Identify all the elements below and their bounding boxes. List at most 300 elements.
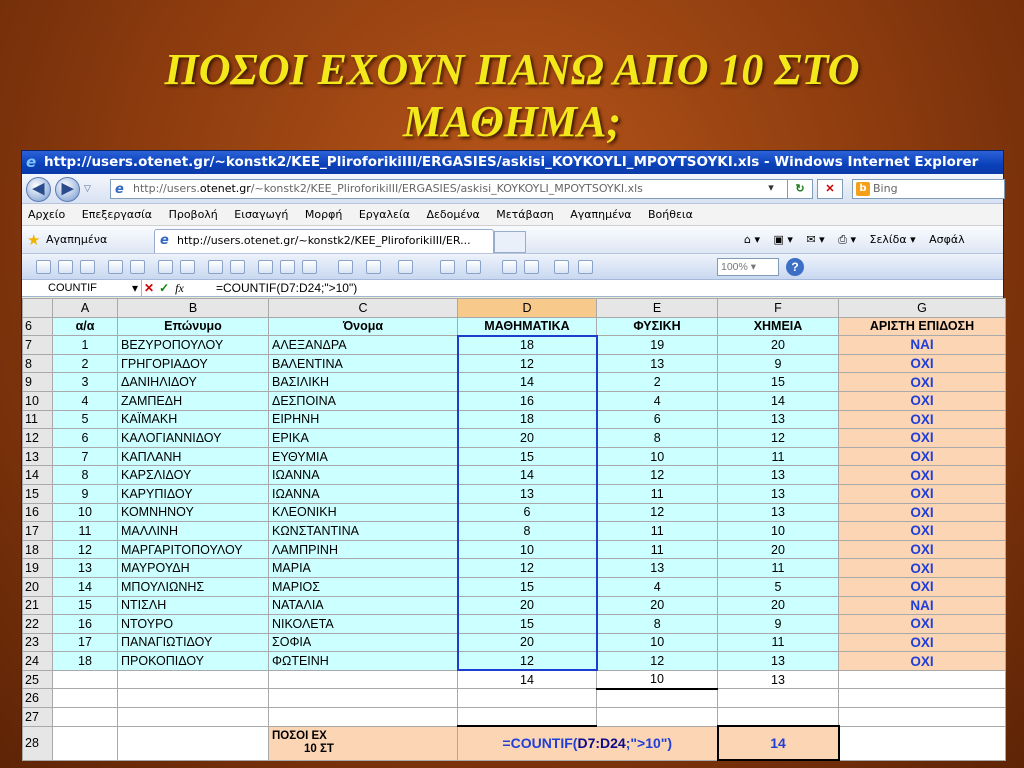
permission-icon[interactable] — [108, 260, 123, 274]
cell-chemistry[interactable]: 9 — [718, 615, 839, 634]
command-bar — [734, 233, 965, 247]
menu-format[interactable]: Μορφή — [304, 208, 343, 221]
menu-view[interactable]: Προβολή — [168, 208, 218, 221]
row-number[interactable]: 9 — [23, 373, 53, 392]
tab-current[interactable] — [154, 229, 494, 253]
page-menu[interactable]: Σελίδα ▾ — [869, 233, 916, 246]
cell-empty[interactable] — [458, 708, 597, 727]
cell-countif-formula[interactable] — [458, 726, 718, 760]
cell-physics[interactable]: 13 — [597, 354, 718, 373]
autosum-icon[interactable] — [466, 260, 481, 274]
cell-chemistry[interactable]: 10 — [718, 522, 839, 541]
cell-best-performance[interactable]: ΟΧΙ — [839, 484, 1006, 503]
cell-surname[interactable]: ΓΡΗΓΟΡΙΑΔΟΥ — [118, 354, 269, 373]
cell-name[interactable]: ΜΑΡΙΟΣ — [269, 577, 458, 596]
header-physics[interactable]: ΦΥΣΙΚΗ — [597, 317, 718, 336]
ie-logo-icon: e — [26, 153, 37, 171]
question-label-line2: 10 ΣΤ — [304, 743, 334, 756]
cell-empty[interactable] — [597, 708, 718, 727]
cell-name[interactable]: ΒΑΣΙΛΙΚΗ — [269, 373, 458, 392]
row-number[interactable]: 21 — [23, 596, 53, 615]
row-number[interactable]: 20 — [23, 577, 53, 596]
cell-surname[interactable]: ΠΡΟΚΟΠΙΔΟΥ — [118, 652, 269, 671]
cell-chemistry[interactable]: 20 — [718, 336, 839, 355]
cell-empty[interactable] — [718, 689, 839, 708]
cell-math[interactable]: 20 — [458, 596, 597, 615]
row-number[interactable]: 25 — [23, 670, 53, 689]
cell-math[interactable]: 15 — [458, 447, 597, 466]
spelling-icon[interactable] — [208, 260, 223, 274]
table-row — [23, 429, 1006, 448]
row-number[interactable]: 17 — [23, 522, 53, 541]
cell-physics[interactable]: 11 — [597, 540, 718, 559]
table-row — [23, 615, 1006, 634]
cell-aa[interactable]: 18 — [53, 652, 118, 671]
cell-chemistry[interactable]: 13 — [718, 503, 839, 522]
cell-question-label[interactable] — [269, 726, 458, 760]
cell-math[interactable]: 12 — [458, 652, 597, 671]
cell-countif-result[interactable]: 14 — [718, 726, 839, 760]
cell-best-performance[interactable]: ΟΧΙ — [839, 522, 1006, 541]
table-row — [23, 391, 1006, 410]
cell-math[interactable]: 15 — [458, 577, 597, 596]
cell-aa[interactable]: 9 — [53, 484, 118, 503]
drawing-icon[interactable] — [578, 260, 593, 274]
table-row — [23, 670, 1006, 689]
cell-chemistry[interactable]: 13 — [718, 466, 839, 485]
row-number[interactable]: 16 — [23, 503, 53, 522]
cell-best-performance[interactable]: ΟΧΙ — [839, 391, 1006, 410]
format-painter-icon[interactable] — [338, 260, 353, 274]
save-icon[interactable] — [80, 260, 95, 274]
cell-physics[interactable]: 2 — [597, 373, 718, 392]
sheet-grid — [22, 298, 1006, 761]
cell-name[interactable]: ΛΑΜΠΡΙΝΗ — [269, 540, 458, 559]
chart-wizard-icon[interactable] — [554, 260, 569, 274]
row-number[interactable]: 10 — [23, 391, 53, 410]
row-number[interactable]: 13 — [23, 447, 53, 466]
search-input[interactable] — [852, 179, 1005, 199]
table-row — [23, 633, 1006, 652]
column-header-f[interactable]: F — [718, 299, 839, 318]
cell-physics[interactable]: 13 — [597, 559, 718, 578]
header-surname[interactable]: Επώνυμο — [118, 317, 269, 336]
cell-aa[interactable]: 10 — [53, 503, 118, 522]
cell-empty[interactable] — [839, 708, 1006, 727]
cell-surname[interactable]: ΚΑΡΣΛΙΔΟΥ — [118, 466, 269, 485]
cell-name[interactable]: ΚΛΕΟΝΙΚΗ — [269, 503, 458, 522]
row-number[interactable]: 6 — [23, 317, 53, 336]
question-label-line1: ΠΟΣΟΙ ΕΧ — [272, 730, 327, 743]
cell-surname[interactable]: ΚΟΜΝΗΝΟΥ — [118, 503, 269, 522]
row-number[interactable]: 22 — [23, 615, 53, 634]
cell-count-physics[interactable]: 10 — [597, 670, 718, 689]
header-chemistry[interactable]: ΧΗΜΕΙΑ — [718, 317, 839, 336]
new-tab-button[interactable] — [494, 231, 526, 253]
cell-surname[interactable]: ΜΑΥΡΟΥΔΗ — [118, 559, 269, 578]
window-title: http://users.otenet.gr/~konstk2/KEE_PliroforikiIII/ERGASIES/askisi_KOYKOYLI_MPOYTSOYKI.xls - Windows Internet Explorer — [44, 154, 979, 170]
cell-best-performance[interactable]: ΝΑΙ — [839, 596, 1006, 615]
cell-surname[interactable]: ΚΑΪΜΑΚΗ — [118, 410, 269, 429]
cell-aa[interactable]: 13 — [53, 559, 118, 578]
row-number[interactable]: 24 — [23, 652, 53, 671]
slide-title — [0, 44, 1024, 148]
table-row — [23, 503, 1006, 522]
cell-physics[interactable]: 12 — [597, 503, 718, 522]
cell-aa[interactable]: 16 — [53, 615, 118, 634]
zoom-select[interactable]: 100% ▾ — [717, 258, 779, 276]
table-row — [23, 373, 1006, 392]
table-row — [23, 596, 1006, 615]
enter-icon[interactable]: ✓ — [159, 281, 170, 295]
cell-name[interactable]: ΣΟΦΙΑ — [269, 633, 458, 652]
cell-chemistry[interactable]: 11 — [718, 447, 839, 466]
cell-empty[interactable] — [118, 670, 269, 689]
cell-name[interactable]: ΕΡΙΚΑ — [269, 429, 458, 448]
cell-math[interactable]: 14 — [458, 373, 597, 392]
cell-chemistry[interactable]: 13 — [718, 484, 839, 503]
back-icon[interactable]: ◀ — [26, 177, 51, 202]
cell-physics[interactable]: 4 — [597, 577, 718, 596]
cell-best-performance[interactable]: ΟΧΙ — [839, 633, 1006, 652]
table-row — [23, 559, 1006, 578]
formula-bar — [22, 280, 1003, 297]
cell-chemistry[interactable]: 5 — [718, 577, 839, 596]
table-row — [23, 336, 1006, 355]
cell-name[interactable]: ΚΩΝΣΤΑΝΤΙΝΑ — [269, 522, 458, 541]
row-number[interactable]: 26 — [23, 689, 53, 708]
cell-name[interactable]: ΔΕΣΠΟΙΝΑ — [269, 391, 458, 410]
cell-math[interactable]: 16 — [458, 391, 597, 410]
cell-surname[interactable]: ΔΑΝΙΗΛΙΔΟΥ — [118, 373, 269, 392]
slide-title-line2: ΜΑΘΗΜΑ; — [402, 97, 622, 146]
cell-aa[interactable]: 1 — [53, 336, 118, 355]
table-row — [23, 577, 1006, 596]
column-header-e[interactable]: E — [597, 299, 718, 318]
row-number[interactable]: 7 — [23, 336, 53, 355]
cell-name[interactable]: ΙΩΑΝΝΑ — [269, 484, 458, 503]
table-row — [23, 540, 1006, 559]
cell-best-performance[interactable]: ΟΧΙ — [839, 615, 1006, 634]
header-math[interactable]: ΜΑΘΗΜΑΤΙΚΑ — [458, 317, 597, 336]
insert-function-icon[interactable]: fx — [175, 281, 184, 295]
paste-icon[interactable] — [302, 260, 317, 274]
cell-math[interactable]: 12 — [458, 559, 597, 578]
cell-surname[interactable]: ΝΤΟΥΡΟ — [118, 615, 269, 634]
redo-icon[interactable] — [398, 260, 413, 274]
cell-name[interactable]: ΙΩΑΝΝΑ — [269, 466, 458, 485]
cell-empty[interactable] — [53, 708, 118, 727]
cell-aa[interactable]: 3 — [53, 373, 118, 392]
address-dropdown-icon[interactable]: ▾ — [768, 182, 774, 194]
cell-best-performance[interactable]: ΟΧΙ — [839, 466, 1006, 485]
tab-label: http://users.otenet.gr/~konstk2/KEE_PliroforikiIII/ER... — [177, 234, 471, 247]
countif-row — [23, 726, 1006, 760]
cell-surname[interactable]: ΝΤΙΣΛΗ — [118, 596, 269, 615]
cell-surname[interactable]: ΚΑΠΛΑΝΗ — [118, 447, 269, 466]
cell-surname[interactable]: ΚΑΡΥΠΙΔΟΥ — [118, 484, 269, 503]
menu-edit[interactable]: Επεξεργασία — [81, 208, 153, 221]
cell-physics[interactable]: 4 — [597, 391, 718, 410]
cell-math[interactable]: 20 — [458, 429, 597, 448]
cell-chemistry[interactable]: 13 — [718, 410, 839, 429]
cell-best-performance[interactable]: ΟΧΙ — [839, 410, 1006, 429]
address-path: /~konstk2/KEE_PliroforikiIII/ERGASIES/askisi_KOYKOYLI_MPOYTSOYKI.xls — [250, 182, 643, 195]
cell-physics[interactable]: 8 — [597, 615, 718, 634]
home-icon[interactable]: ⌂ ▾ — [744, 233, 761, 246]
cell-best-performance[interactable]: ΟΧΙ — [839, 503, 1006, 522]
email-icon[interactable] — [130, 260, 145, 274]
cancel-icon[interactable]: ✕ — [144, 281, 155, 295]
feeds-icon[interactable]: ▣ ▾ — [773, 233, 793, 246]
cell-name[interactable]: ΝΑΤΑΛΙΑ — [269, 596, 458, 615]
cell-surname[interactable]: ΒΕΖΥΡΟΠΟΥΛΟΥ — [118, 336, 269, 355]
print-preview-icon[interactable] — [180, 260, 195, 274]
cell-empty[interactable] — [53, 726, 118, 760]
stop-icon[interactable]: ✕ — [817, 179, 843, 199]
cell-aa[interactable]: 11 — [53, 522, 118, 541]
cell-math[interactable]: 10 — [458, 540, 597, 559]
cell-surname[interactable]: ΚΑΛΟΓΙΑΝΝΙΔΟΥ — [118, 429, 269, 448]
cell-aa[interactable]: 14 — [53, 577, 118, 596]
cell-surname[interactable]: ΠΑΝΑΓΙΩΤΙΔΟΥ — [118, 633, 269, 652]
bing-icon: b — [856, 182, 870, 196]
formula-input[interactable]: =COUNTIF(D7:D24;">10") — [216, 281, 358, 295]
cell-name[interactable]: ΜΑΡΙΑ — [269, 559, 458, 578]
cell-chemistry[interactable]: 20 — [718, 540, 839, 559]
formula-prefix: =COUNTIF( — [502, 735, 578, 752]
tab-page-icon: e — [160, 233, 169, 248]
cell-count-chemistry[interactable]: 13 — [718, 670, 839, 689]
column-header-c[interactable]: C — [269, 299, 458, 318]
cell-best-performance[interactable]: ΟΧΙ — [839, 559, 1006, 578]
row-number[interactable]: 8 — [23, 354, 53, 373]
cell-empty[interactable] — [269, 689, 458, 708]
cell-surname[interactable]: ΜΠΟΥΛΙΩΝΗΣ — [118, 577, 269, 596]
cell-math[interactable]: 14 — [458, 466, 597, 485]
cell-aa[interactable]: 15 — [53, 596, 118, 615]
cell-chemistry[interactable]: 12 — [718, 429, 839, 448]
address-prefix: http://users. — [133, 182, 200, 195]
row-number[interactable]: 27 — [23, 708, 53, 727]
cell-best-performance[interactable]: ΟΧΙ — [839, 577, 1006, 596]
cell-chemistry[interactable]: 14 — [718, 391, 839, 410]
address-host: otenet.gr — [199, 182, 251, 195]
cell-physics[interactable]: 10 — [597, 447, 718, 466]
cell-math[interactable]: 20 — [458, 633, 597, 652]
cell-aa[interactable]: 8 — [53, 466, 118, 485]
table-row — [23, 484, 1006, 503]
cell-aa[interactable]: 5 — [53, 410, 118, 429]
cell-chemistry[interactable]: 9 — [718, 354, 839, 373]
table-row — [23, 447, 1006, 466]
cell-chemistry[interactable]: 11 — [718, 559, 839, 578]
column-header-a[interactable]: A — [53, 299, 118, 318]
cell-name[interactable]: ΒΑΛΕΝΤΙΝΑ — [269, 354, 458, 373]
cell-chemistry[interactable]: 15 — [718, 373, 839, 392]
menu-go[interactable]: Μετάβαση — [496, 208, 554, 221]
name-box-dropdown-icon[interactable]: ▾ — [132, 281, 139, 295]
cell-best-performance[interactable]: ΟΧΙ — [839, 540, 1006, 559]
cell-empty[interactable] — [53, 670, 118, 689]
formula-range: D7:D24 — [577, 735, 626, 752]
cell-aa[interactable]: 17 — [53, 633, 118, 652]
menu-favorites[interactable]: Αγαπημένα — [570, 208, 632, 221]
cell-aa[interactable]: 6 — [53, 429, 118, 448]
cell-physics[interactable]: 6 — [597, 410, 718, 429]
cell-surname[interactable]: ΜΑΛΛΙΝΗ — [118, 522, 269, 541]
cell-math[interactable]: 12 — [458, 354, 597, 373]
menu-help[interactable]: Βοήθεια — [648, 208, 693, 221]
row-number[interactable]: 18 — [23, 540, 53, 559]
cell-chemistry[interactable]: 11 — [718, 633, 839, 652]
row-number[interactable]: 11 — [23, 410, 53, 429]
page-icon: e — [115, 182, 124, 197]
cell-math[interactable]: 6 — [458, 503, 597, 522]
refresh-icon[interactable]: ↻ — [787, 179, 813, 199]
cell-chemistry[interactable]: 20 — [718, 596, 839, 615]
table-row — [23, 466, 1006, 485]
print-toolbar-icon[interactable] — [158, 260, 173, 274]
cell-math[interactable]: 13 — [458, 484, 597, 503]
cell-empty[interactable] — [118, 708, 269, 727]
cell-best-performance[interactable]: ΟΧΙ — [839, 652, 1006, 671]
cell-name[interactable]: ΑΛΕΞΑΝΔΡΑ — [269, 336, 458, 355]
cell-best-performance[interactable]: ΟΧΙ — [839, 354, 1006, 373]
row-number[interactable]: 19 — [23, 559, 53, 578]
cell-best-performance[interactable]: ΝΑΙ — [839, 336, 1006, 355]
sort-descending-icon[interactable] — [524, 260, 539, 274]
search-placeholder: Bing — [873, 182, 898, 195]
help-icon[interactable]: ? — [786, 258, 804, 276]
research-icon[interactable] — [230, 260, 245, 274]
cell-name[interactable]: ΝΙΚΟΛΕΤΑ — [269, 615, 458, 634]
cell-physics[interactable]: 20 — [597, 596, 718, 615]
cell-math[interactable]: 15 — [458, 615, 597, 634]
cell-physics[interactable]: 10 — [597, 633, 718, 652]
column-header-g[interactable]: G — [839, 299, 1006, 318]
menu-file[interactable]: Αρχείο — [28, 208, 66, 221]
header-best-performance[interactable]: ΑΡΙΣΤΗ ΕΠΙΔΟΣΗ — [839, 317, 1006, 336]
column-header-row — [23, 299, 1006, 318]
favorites-star-icon[interactable]: ★ — [27, 231, 41, 249]
cell-aa[interactable]: 2 — [53, 354, 118, 373]
cell-physics[interactable]: 11 — [597, 484, 718, 503]
cell-empty[interactable] — [839, 689, 1006, 708]
cell-physics[interactable]: 12 — [597, 652, 718, 671]
cell-aa[interactable]: 7 — [53, 447, 118, 466]
cell-physics[interactable]: 12 — [597, 466, 718, 485]
cell-empty[interactable] — [53, 689, 118, 708]
cell-empty[interactable] — [458, 689, 597, 708]
cell-empty[interactable] — [269, 708, 458, 727]
cell-physics[interactable]: 8 — [597, 429, 718, 448]
cell-empty[interactable] — [269, 670, 458, 689]
window-titlebar[interactable] — [22, 151, 1003, 174]
cell-physics[interactable]: 11 — [597, 522, 718, 541]
copy-icon[interactable] — [280, 260, 295, 274]
select-all-corner[interactable] — [23, 299, 53, 318]
cell-empty[interactable] — [839, 726, 1006, 760]
cell-math[interactable]: 18 — [458, 336, 597, 355]
cell-aa[interactable]: 12 — [53, 540, 118, 559]
open-icon[interactable] — [58, 260, 73, 274]
sort-ascending-icon[interactable] — [502, 260, 517, 274]
cell-empty[interactable] — [118, 689, 269, 708]
mail-icon[interactable]: ✉ ▾ — [806, 233, 825, 246]
cell-math[interactable]: 8 — [458, 522, 597, 541]
row-number[interactable]: 28 — [23, 726, 53, 760]
row-number[interactable]: 23 — [23, 633, 53, 652]
cell-name[interactable]: ΕΙΡΗΝΗ — [269, 410, 458, 429]
table-row — [23, 410, 1006, 429]
cell-name[interactable]: ΦΩΤΕΙΝΗ — [269, 652, 458, 671]
header-row — [23, 317, 1006, 336]
row-number[interactable]: 12 — [23, 429, 53, 448]
favorites-label[interactable]: Αγαπημένα — [46, 233, 108, 246]
excel-toolbar — [22, 254, 1003, 280]
cut-icon[interactable] — [258, 260, 273, 274]
column-header-d[interactable]: D — [458, 299, 597, 318]
cell-aa[interactable]: 4 — [53, 391, 118, 410]
name-box[interactable]: COUNTIF — [22, 280, 142, 296]
zoom-value: 100% — [721, 261, 748, 273]
cell-physics[interactable]: 19 — [597, 336, 718, 355]
cell-best-performance[interactable]: ΟΧΙ — [839, 447, 1006, 466]
row-number[interactable]: 15 — [23, 484, 53, 503]
formula-bar-buttons — [132, 280, 184, 296]
row-number[interactable]: 14 — [23, 466, 53, 485]
new-icon[interactable] — [36, 260, 51, 274]
menu-data[interactable]: Δεδομένα — [426, 208, 480, 221]
column-header-b[interactable]: B — [118, 299, 269, 318]
cell-count-math[interactable]: 14 — [458, 670, 597, 689]
print-icon[interactable]: ⎙ ▾ — [838, 233, 857, 246]
cell-empty[interactable] — [118, 726, 269, 760]
history-dropdown-icon[interactable]: ▽ — [84, 183, 91, 193]
insert-hyperlink-icon[interactable] — [440, 260, 455, 274]
cell-surname[interactable]: ΜΑΡΓΑΡΙΤΟΠΟΥΛΟΥ — [118, 540, 269, 559]
table-row — [23, 708, 1006, 727]
favorites-bar — [22, 226, 1003, 254]
cell-surname[interactable]: ΖΑΜΠΕΔΗ — [118, 391, 269, 410]
menu-bar — [22, 204, 1003, 226]
cell-name[interactable]: ΕΥΘΥΜΙΑ — [269, 447, 458, 466]
cell-math[interactable]: 18 — [458, 410, 597, 429]
header-aa[interactable]: α/α — [53, 317, 118, 336]
header-name[interactable]: Όνομα — [269, 317, 458, 336]
address-input[interactable] — [110, 179, 790, 199]
table-row — [23, 522, 1006, 541]
table-row — [23, 652, 1006, 671]
cell-empty[interactable] — [597, 689, 718, 708]
undo-icon[interactable] — [366, 260, 381, 274]
forward-icon[interactable]: ▶ — [55, 177, 80, 202]
cell-best-performance[interactable]: ΟΧΙ — [839, 429, 1006, 448]
table-row — [23, 689, 1006, 708]
cell-chemistry[interactable]: 13 — [718, 652, 839, 671]
formula-criteria: ;">10") — [625, 735, 673, 752]
cell-empty[interactable] — [718, 708, 839, 727]
safety-menu[interactable]: Ασφάλ — [929, 233, 965, 246]
menu-insert[interactable]: Εισαγωγή — [234, 208, 289, 221]
spreadsheet — [22, 298, 1005, 756]
cell-empty[interactable] — [839, 670, 1006, 689]
browser-window — [21, 150, 1004, 756]
cell-best-performance[interactable]: ΟΧΙ — [839, 373, 1006, 392]
menu-tools[interactable]: Εργαλεία — [358, 208, 410, 221]
address-bar-row — [22, 174, 1003, 204]
